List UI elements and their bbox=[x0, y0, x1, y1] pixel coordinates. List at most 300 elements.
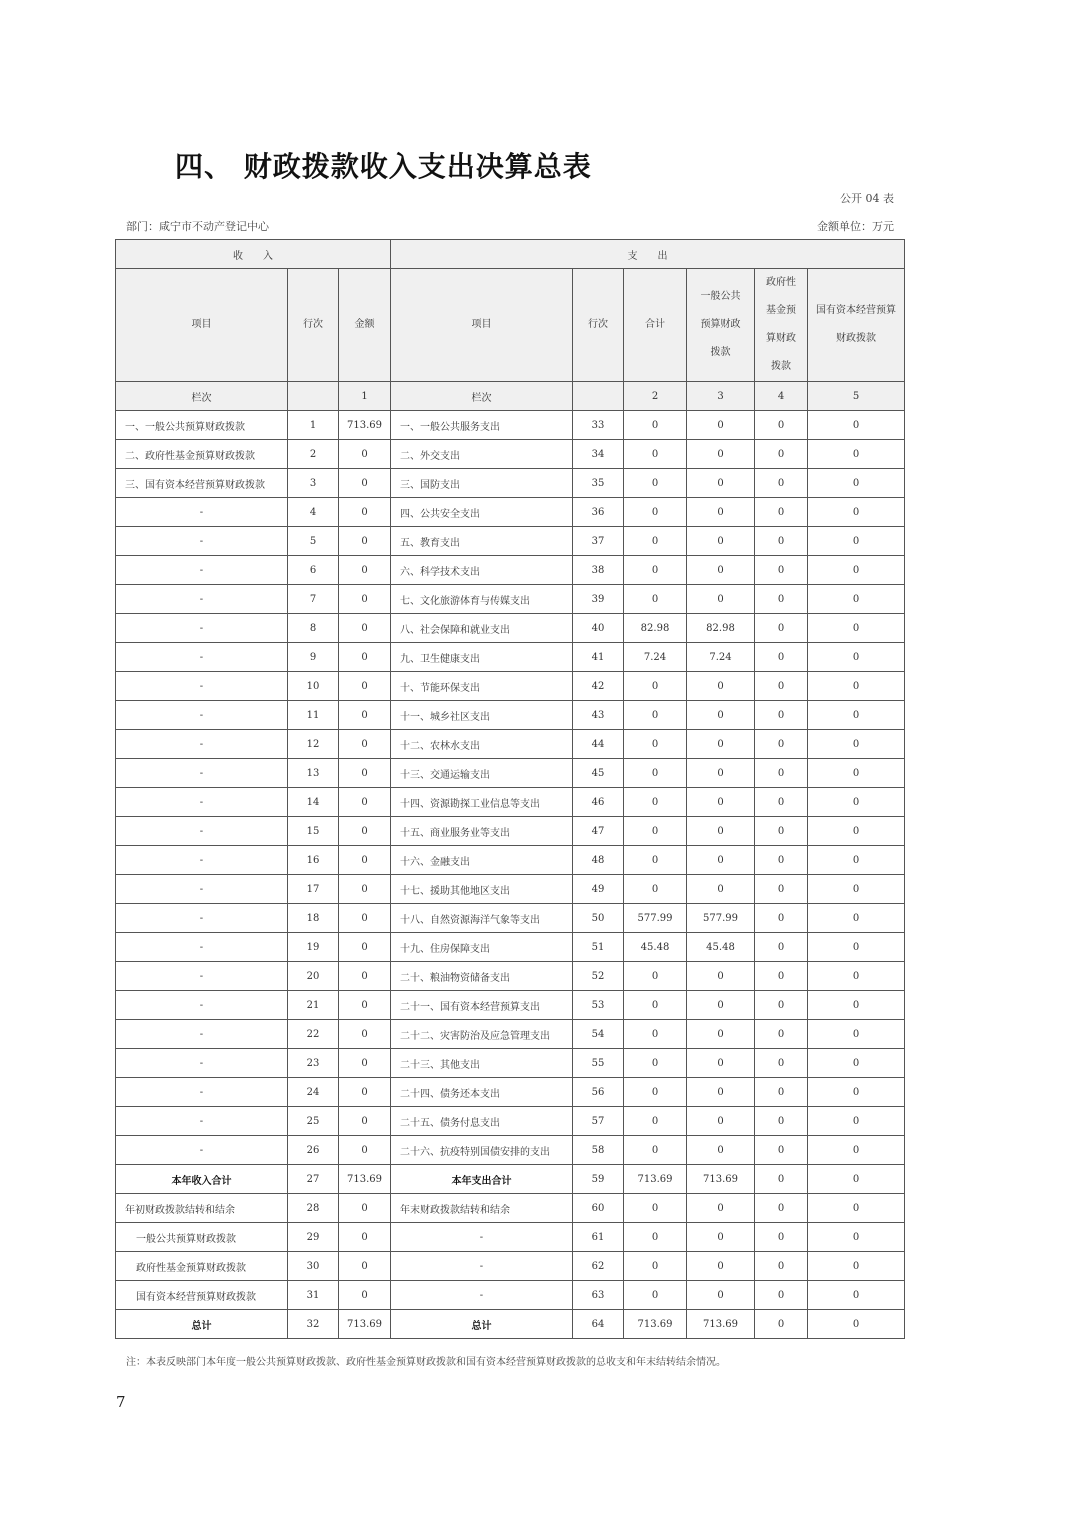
income-item: - bbox=[116, 788, 288, 817]
expense-item: 十一、城乡社区支出 bbox=[391, 701, 573, 730]
expense-general: 0 bbox=[687, 817, 755, 846]
income-item: - bbox=[116, 556, 288, 585]
lanci-empty-2 bbox=[573, 382, 624, 411]
expense-item: 三、国防支出 bbox=[391, 469, 573, 498]
expense-item: 十四、资源勘探工业信息等支出 bbox=[391, 788, 573, 817]
table-code: 公开 04 表 bbox=[840, 192, 894, 205]
col-header-general-budget: 一般公共预算财政拨款 bbox=[687, 269, 755, 382]
expense-fund: 0 bbox=[755, 411, 808, 440]
expense-fund: 0 bbox=[755, 962, 808, 991]
income-item: - bbox=[116, 498, 288, 527]
expense-fund: 0 bbox=[755, 527, 808, 556]
expense-total: 0 bbox=[624, 962, 687, 991]
expense-row-no: 44 bbox=[573, 730, 624, 759]
expense-fund: 0 bbox=[755, 788, 808, 817]
expense-row-no: 43 bbox=[573, 701, 624, 730]
expense-total: 0 bbox=[624, 411, 687, 440]
income-row-no: 3 bbox=[288, 469, 339, 498]
expense-state: 0 bbox=[808, 411, 905, 440]
income-item: - bbox=[116, 585, 288, 614]
income-amount: 0 bbox=[339, 1107, 391, 1136]
table-row bbox=[116, 991, 905, 1020]
table-row bbox=[116, 1136, 905, 1165]
income-amount: 0 bbox=[339, 614, 391, 643]
income-row-no: 2 bbox=[288, 440, 339, 469]
expense-state: 0 bbox=[808, 788, 905, 817]
expense-state: 0 bbox=[808, 1107, 905, 1136]
expense-general: 0 bbox=[687, 1252, 755, 1281]
expense-fund: 0 bbox=[755, 1194, 808, 1223]
expense-item: - bbox=[391, 1252, 573, 1281]
table-row bbox=[116, 875, 905, 904]
income-row-no: 4 bbox=[288, 498, 339, 527]
expense-item: 总计 bbox=[391, 1310, 573, 1339]
expense-row-no: 50 bbox=[573, 904, 624, 933]
expense-general: 577.99 bbox=[687, 904, 755, 933]
expense-item: 二、外交支出 bbox=[391, 440, 573, 469]
table-row bbox=[116, 904, 905, 933]
income-amount: 0 bbox=[339, 1078, 391, 1107]
expense-fund: 0 bbox=[755, 1252, 808, 1281]
expense-row-no: 47 bbox=[573, 817, 624, 846]
expense-general: 713.69 bbox=[687, 1310, 755, 1339]
expense-general: 0 bbox=[687, 875, 755, 904]
expense-row-no: 54 bbox=[573, 1020, 624, 1049]
expense-fund: 0 bbox=[755, 556, 808, 585]
expense-fund: 0 bbox=[755, 759, 808, 788]
expense-general: 0 bbox=[687, 759, 755, 788]
income-row-no: 6 bbox=[288, 556, 339, 585]
expense-row-no: 57 bbox=[573, 1107, 624, 1136]
expense-row-no: 61 bbox=[573, 1223, 624, 1252]
expense-general: 0 bbox=[687, 527, 755, 556]
income-row-no: 24 bbox=[288, 1078, 339, 1107]
expense-row-no: 38 bbox=[573, 556, 624, 585]
income-item: - bbox=[116, 1020, 288, 1049]
income-row-no: 21 bbox=[288, 991, 339, 1020]
expense-state: 0 bbox=[808, 817, 905, 846]
expense-item: 五、教育支出 bbox=[391, 527, 573, 556]
expense-fund: 0 bbox=[755, 1281, 808, 1310]
expense-state: 0 bbox=[808, 1194, 905, 1223]
expense-fund: 0 bbox=[755, 875, 808, 904]
income-item: - bbox=[116, 1078, 288, 1107]
lanci-empty bbox=[288, 382, 339, 411]
expense-row-no: 39 bbox=[573, 585, 624, 614]
expense-general: 0 bbox=[687, 440, 755, 469]
table-row bbox=[116, 701, 905, 730]
income-item: - bbox=[116, 846, 288, 875]
income-item: - bbox=[116, 1136, 288, 1165]
expense-item: 二十、粮油物资储备支出 bbox=[391, 962, 573, 991]
expense-general: 0 bbox=[687, 1281, 755, 1310]
income-row-no: 31 bbox=[288, 1281, 339, 1310]
expense-total: 0 bbox=[624, 585, 687, 614]
expense-fund: 0 bbox=[755, 1049, 808, 1078]
expense-general: 0 bbox=[687, 1194, 755, 1223]
expense-state: 0 bbox=[808, 991, 905, 1020]
income-amount: 0 bbox=[339, 1252, 391, 1281]
table-row bbox=[116, 1107, 905, 1136]
expense-general: 0 bbox=[687, 1223, 755, 1252]
table-row bbox=[116, 672, 905, 701]
expense-row-no: 60 bbox=[573, 1194, 624, 1223]
income-row-no: 30 bbox=[288, 1252, 339, 1281]
expense-fund: 0 bbox=[755, 614, 808, 643]
income-amount: 0 bbox=[339, 1281, 391, 1310]
expense-row-no: 59 bbox=[573, 1165, 624, 1194]
expense-state: 0 bbox=[808, 1165, 905, 1194]
expense-item: 四、公共安全支出 bbox=[391, 498, 573, 527]
expense-general: 0 bbox=[687, 469, 755, 498]
expense-state: 0 bbox=[808, 904, 905, 933]
expense-fund: 0 bbox=[755, 991, 808, 1020]
expense-general: 0 bbox=[687, 701, 755, 730]
expense-state: 0 bbox=[808, 614, 905, 643]
expense-fund: 0 bbox=[755, 846, 808, 875]
income-item: - bbox=[116, 759, 288, 788]
expense-item: 二十三、其他支出 bbox=[391, 1049, 573, 1078]
lanci-2: 2 bbox=[624, 382, 687, 411]
expense-row-no: 45 bbox=[573, 759, 624, 788]
expense-item: 本年支出合计 bbox=[391, 1165, 573, 1194]
income-item: - bbox=[116, 730, 288, 759]
expense-state: 0 bbox=[808, 1136, 905, 1165]
page-number: 7 bbox=[116, 1393, 126, 1411]
income-item: - bbox=[116, 817, 288, 846]
expense-fund: 0 bbox=[755, 672, 808, 701]
expense-total: 0 bbox=[624, 875, 687, 904]
fiscal-summary-table bbox=[115, 239, 905, 1339]
page-title: 四、 财政拨款收入支出决算总表 bbox=[175, 150, 592, 183]
expense-state: 0 bbox=[808, 962, 905, 991]
expense-item: 十、节能环保支出 bbox=[391, 672, 573, 701]
expense-fund: 0 bbox=[755, 585, 808, 614]
expense-row-no: 36 bbox=[573, 498, 624, 527]
expense-state: 0 bbox=[808, 1281, 905, 1310]
income-item: 国有资本经营预算财政拨款 bbox=[116, 1281, 288, 1310]
expense-item: 二十六、抗疫特别国债安排的支出 bbox=[391, 1136, 573, 1165]
expense-item: 十九、住房保障支出 bbox=[391, 933, 573, 962]
table-row bbox=[116, 1165, 905, 1194]
income-amount: 0 bbox=[339, 875, 391, 904]
income-section-header: 收 入 bbox=[116, 240, 391, 269]
expense-row-no: 48 bbox=[573, 846, 624, 875]
expense-fund: 0 bbox=[755, 1223, 808, 1252]
table-row bbox=[116, 1020, 905, 1049]
expense-row-no: 33 bbox=[573, 411, 624, 440]
expense-fund: 0 bbox=[755, 643, 808, 672]
expense-fund: 0 bbox=[755, 730, 808, 759]
income-item: - bbox=[116, 904, 288, 933]
income-row-no: 20 bbox=[288, 962, 339, 991]
expense-total: 7.24 bbox=[624, 643, 687, 672]
expense-fund: 0 bbox=[755, 1165, 808, 1194]
expense-item: 六、科学技术支出 bbox=[391, 556, 573, 585]
income-item: - bbox=[116, 933, 288, 962]
lanci-label: 栏次 bbox=[116, 382, 288, 411]
income-amount: 0 bbox=[339, 788, 391, 817]
income-item: - bbox=[116, 875, 288, 904]
expense-total: 0 bbox=[624, 1252, 687, 1281]
income-amount: 0 bbox=[339, 643, 391, 672]
income-amount: 0 bbox=[339, 556, 391, 585]
table-row bbox=[116, 527, 905, 556]
income-item: 本年收入合计 bbox=[116, 1165, 288, 1194]
expense-row-no: 41 bbox=[573, 643, 624, 672]
expense-total: 0 bbox=[624, 1194, 687, 1223]
income-row-no: 13 bbox=[288, 759, 339, 788]
income-row-no: 11 bbox=[288, 701, 339, 730]
expense-row-no: 46 bbox=[573, 788, 624, 817]
expense-item: - bbox=[391, 1281, 573, 1310]
expense-total: 0 bbox=[624, 1078, 687, 1107]
expense-state: 0 bbox=[808, 701, 905, 730]
expense-item: 二十五、债务付息支出 bbox=[391, 1107, 573, 1136]
expense-row-no: 34 bbox=[573, 440, 624, 469]
col-header-row-no2: 行次 bbox=[573, 269, 624, 382]
expense-row-no: 64 bbox=[573, 1310, 624, 1339]
expense-item: 七、文化旅游体育与传媒支出 bbox=[391, 585, 573, 614]
income-item: 一、一般公共预算财政拨款 bbox=[116, 411, 288, 440]
income-item: - bbox=[116, 701, 288, 730]
expense-general: 0 bbox=[687, 991, 755, 1020]
income-amount: 0 bbox=[339, 1223, 391, 1252]
table-row bbox=[116, 1049, 905, 1078]
income-row-no: 5 bbox=[288, 527, 339, 556]
expense-row-no: 49 bbox=[573, 875, 624, 904]
income-item: 二、政府性基金预算财政拨款 bbox=[116, 440, 288, 469]
income-row-no: 27 bbox=[288, 1165, 339, 1194]
table-row bbox=[116, 498, 905, 527]
income-item: - bbox=[116, 962, 288, 991]
income-amount: 0 bbox=[339, 585, 391, 614]
col-header-item: 项目 bbox=[116, 269, 288, 382]
department-label: 部门：咸宁市不动产登记中心 bbox=[126, 220, 269, 233]
income-amount: 0 bbox=[339, 962, 391, 991]
income-amount: 0 bbox=[339, 846, 391, 875]
lanci-label-2: 栏次 bbox=[391, 382, 573, 411]
expense-general: 0 bbox=[687, 846, 755, 875]
income-row-no: 12 bbox=[288, 730, 339, 759]
income-amount: 713.69 bbox=[339, 1165, 391, 1194]
expense-state: 0 bbox=[808, 1252, 905, 1281]
income-amount: 0 bbox=[339, 440, 391, 469]
expense-row-no: 42 bbox=[573, 672, 624, 701]
income-amount: 0 bbox=[339, 1020, 391, 1049]
income-amount: 0 bbox=[339, 701, 391, 730]
expense-row-no: 35 bbox=[573, 469, 624, 498]
income-amount: 0 bbox=[339, 991, 391, 1020]
expense-total: 0 bbox=[624, 1281, 687, 1310]
income-row-no: 10 bbox=[288, 672, 339, 701]
income-amount: 0 bbox=[339, 904, 391, 933]
expense-item: 十七、援助其他地区支出 bbox=[391, 875, 573, 904]
income-amount: 0 bbox=[339, 1136, 391, 1165]
expense-total: 713.69 bbox=[624, 1165, 687, 1194]
expense-state: 0 bbox=[808, 469, 905, 498]
income-item: 总计 bbox=[116, 1310, 288, 1339]
table-row bbox=[116, 1194, 905, 1223]
expense-fund: 0 bbox=[755, 440, 808, 469]
income-row-no: 17 bbox=[288, 875, 339, 904]
expense-total: 577.99 bbox=[624, 904, 687, 933]
expense-item: 二十二、灾害防治及应急管理支出 bbox=[391, 1020, 573, 1049]
expense-general: 0 bbox=[687, 962, 755, 991]
expense-fund: 0 bbox=[755, 1136, 808, 1165]
expense-total: 713.69 bbox=[624, 1310, 687, 1339]
expense-row-no: 52 bbox=[573, 962, 624, 991]
expense-state: 0 bbox=[808, 527, 905, 556]
expense-general: 0 bbox=[687, 1136, 755, 1165]
expense-state: 0 bbox=[808, 1223, 905, 1252]
expense-item: 十三、交通运输支出 bbox=[391, 759, 573, 788]
income-amount: 0 bbox=[339, 527, 391, 556]
income-amount: 0 bbox=[339, 817, 391, 846]
income-row-no: 16 bbox=[288, 846, 339, 875]
col-header-row-no: 行次 bbox=[288, 269, 339, 382]
expense-row-no: 63 bbox=[573, 1281, 624, 1310]
table-row bbox=[116, 1252, 905, 1281]
expense-state: 0 bbox=[808, 440, 905, 469]
expense-item: 十五、商业服务业等支出 bbox=[391, 817, 573, 846]
expense-row-no: 51 bbox=[573, 933, 624, 962]
expense-fund: 0 bbox=[755, 469, 808, 498]
table-row bbox=[116, 788, 905, 817]
expense-item: 九、卫生健康支出 bbox=[391, 643, 573, 672]
income-amount: 0 bbox=[339, 1049, 391, 1078]
expense-total: 0 bbox=[624, 498, 687, 527]
amount-unit-label: 金额单位：万元 bbox=[817, 220, 894, 233]
expense-general: 82.98 bbox=[687, 614, 755, 643]
income-row-no: 29 bbox=[288, 1223, 339, 1252]
expense-total: 0 bbox=[624, 1223, 687, 1252]
income-amount: 713.69 bbox=[339, 411, 391, 440]
table-row bbox=[116, 585, 905, 614]
income-row-no: 8 bbox=[288, 614, 339, 643]
expense-item: 八、社会保障和就业支出 bbox=[391, 614, 573, 643]
expense-total: 0 bbox=[624, 817, 687, 846]
column-header-row bbox=[116, 269, 905, 382]
expense-fund: 0 bbox=[755, 817, 808, 846]
expense-general: 713.69 bbox=[687, 1165, 755, 1194]
expense-fund: 0 bbox=[755, 1310, 808, 1339]
expense-state: 0 bbox=[808, 759, 905, 788]
lanci-3: 3 bbox=[687, 382, 755, 411]
income-row-no: 15 bbox=[288, 817, 339, 846]
expense-general: 0 bbox=[687, 1049, 755, 1078]
expense-general: 0 bbox=[687, 411, 755, 440]
expense-total: 45.48 bbox=[624, 933, 687, 962]
expense-state: 0 bbox=[808, 846, 905, 875]
table-row bbox=[116, 759, 905, 788]
expense-total: 0 bbox=[624, 730, 687, 759]
table-note: 注：本表反映部门本年度一般公共预算财政拨款、政府性基金预算财政拨款和国有资本经营预算财政拨款的总收支和年末结转结余情况。 bbox=[126, 1357, 726, 1368]
expense-state: 0 bbox=[808, 1078, 905, 1107]
table-row bbox=[116, 1223, 905, 1252]
table-row bbox=[116, 1281, 905, 1310]
expense-general: 0 bbox=[687, 1020, 755, 1049]
expense-state: 0 bbox=[808, 1020, 905, 1049]
expense-state: 0 bbox=[808, 730, 905, 759]
expense-item: 一、一般公共服务支出 bbox=[391, 411, 573, 440]
table-row bbox=[116, 440, 905, 469]
col-header-total: 合计 bbox=[624, 269, 687, 382]
expense-state: 0 bbox=[808, 672, 905, 701]
expense-item: 十六、金融支出 bbox=[391, 846, 573, 875]
expense-row-no: 56 bbox=[573, 1078, 624, 1107]
income-amount: 0 bbox=[339, 469, 391, 498]
col-header-fund-budget: 政府性基金预算财政拨款 bbox=[755, 269, 808, 382]
expense-row-no: 62 bbox=[573, 1252, 624, 1281]
expense-fund: 0 bbox=[755, 701, 808, 730]
expense-row-no: 55 bbox=[573, 1049, 624, 1078]
expense-item: 二十一、国有资本经营预算支出 bbox=[391, 991, 573, 1020]
expense-state: 0 bbox=[808, 875, 905, 904]
table-row bbox=[116, 1310, 905, 1339]
expense-total: 0 bbox=[624, 1136, 687, 1165]
expense-total: 0 bbox=[624, 527, 687, 556]
expense-total: 0 bbox=[624, 759, 687, 788]
expense-item: 十八、自然资源海洋气象等支出 bbox=[391, 904, 573, 933]
expense-fund: 0 bbox=[755, 498, 808, 527]
expense-general: 0 bbox=[687, 730, 755, 759]
section-header-row bbox=[116, 240, 905, 269]
expense-state: 0 bbox=[808, 1049, 905, 1078]
income-item: - bbox=[116, 672, 288, 701]
income-amount: 0 bbox=[339, 1194, 391, 1223]
expense-total: 0 bbox=[624, 556, 687, 585]
income-item: 政府性基金预算财政拨款 bbox=[116, 1252, 288, 1281]
expense-state: 0 bbox=[808, 498, 905, 527]
table-row bbox=[116, 846, 905, 875]
expense-state: 0 bbox=[808, 585, 905, 614]
table-row bbox=[116, 411, 905, 440]
expense-item: - bbox=[391, 1223, 573, 1252]
lanci-5: 5 bbox=[808, 382, 905, 411]
income-item: - bbox=[116, 1107, 288, 1136]
col-header-state-capital: 国有资本经营预算财政拨款 bbox=[808, 269, 905, 382]
expense-total: 0 bbox=[624, 469, 687, 498]
income-row-no: 18 bbox=[288, 904, 339, 933]
expense-fund: 0 bbox=[755, 933, 808, 962]
income-item: 三、国有资本经营预算财政拨款 bbox=[116, 469, 288, 498]
table-row bbox=[116, 469, 905, 498]
income-row-no: 23 bbox=[288, 1049, 339, 1078]
table-row bbox=[116, 643, 905, 672]
expense-state: 0 bbox=[808, 1310, 905, 1339]
expense-general: 0 bbox=[687, 556, 755, 585]
expense-general: 7.24 bbox=[687, 643, 755, 672]
expense-item: 十二、农林水支出 bbox=[391, 730, 573, 759]
income-row-no: 14 bbox=[288, 788, 339, 817]
expense-state: 0 bbox=[808, 933, 905, 962]
expense-total: 0 bbox=[624, 846, 687, 875]
expense-total: 0 bbox=[624, 701, 687, 730]
income-row-no: 26 bbox=[288, 1136, 339, 1165]
expense-total: 0 bbox=[624, 440, 687, 469]
table-row bbox=[116, 730, 905, 759]
table-row bbox=[116, 817, 905, 846]
table-row bbox=[116, 556, 905, 585]
lanci-4: 4 bbox=[755, 382, 808, 411]
income-amount: 0 bbox=[339, 498, 391, 527]
expense-item: 二十四、债务还本支出 bbox=[391, 1078, 573, 1107]
income-item: - bbox=[116, 1049, 288, 1078]
expense-state: 0 bbox=[808, 556, 905, 585]
expense-state: 0 bbox=[808, 643, 905, 672]
col-header-amount: 金额 bbox=[339, 269, 391, 382]
